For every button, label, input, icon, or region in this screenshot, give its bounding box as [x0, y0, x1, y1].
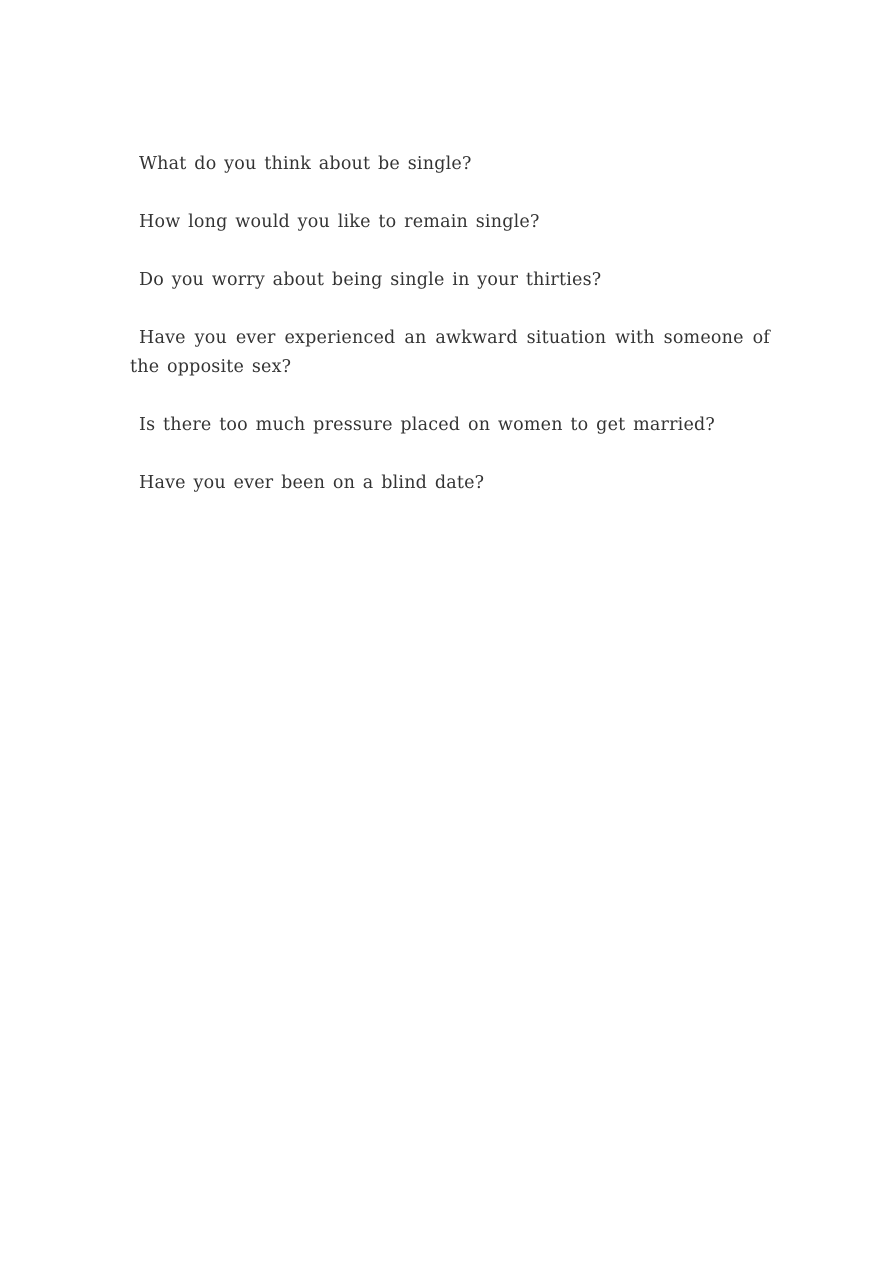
- question-3: Do you worry about being single in your thirties?: [139, 270, 602, 290]
- question-6: Have you ever been on a blind date?: [139, 473, 485, 493]
- question-list: [130, 150, 770, 527]
- question-5: Is there too much pressure placed on women to get married?: [139, 415, 716, 435]
- question-1: What do you think about be single?: [139, 154, 472, 174]
- question-4: Have you ever experienced an awkward situation with someone of the opposite sex?: [130, 328, 770, 377]
- question-2: How long would you like to remain single?: [139, 212, 540, 232]
